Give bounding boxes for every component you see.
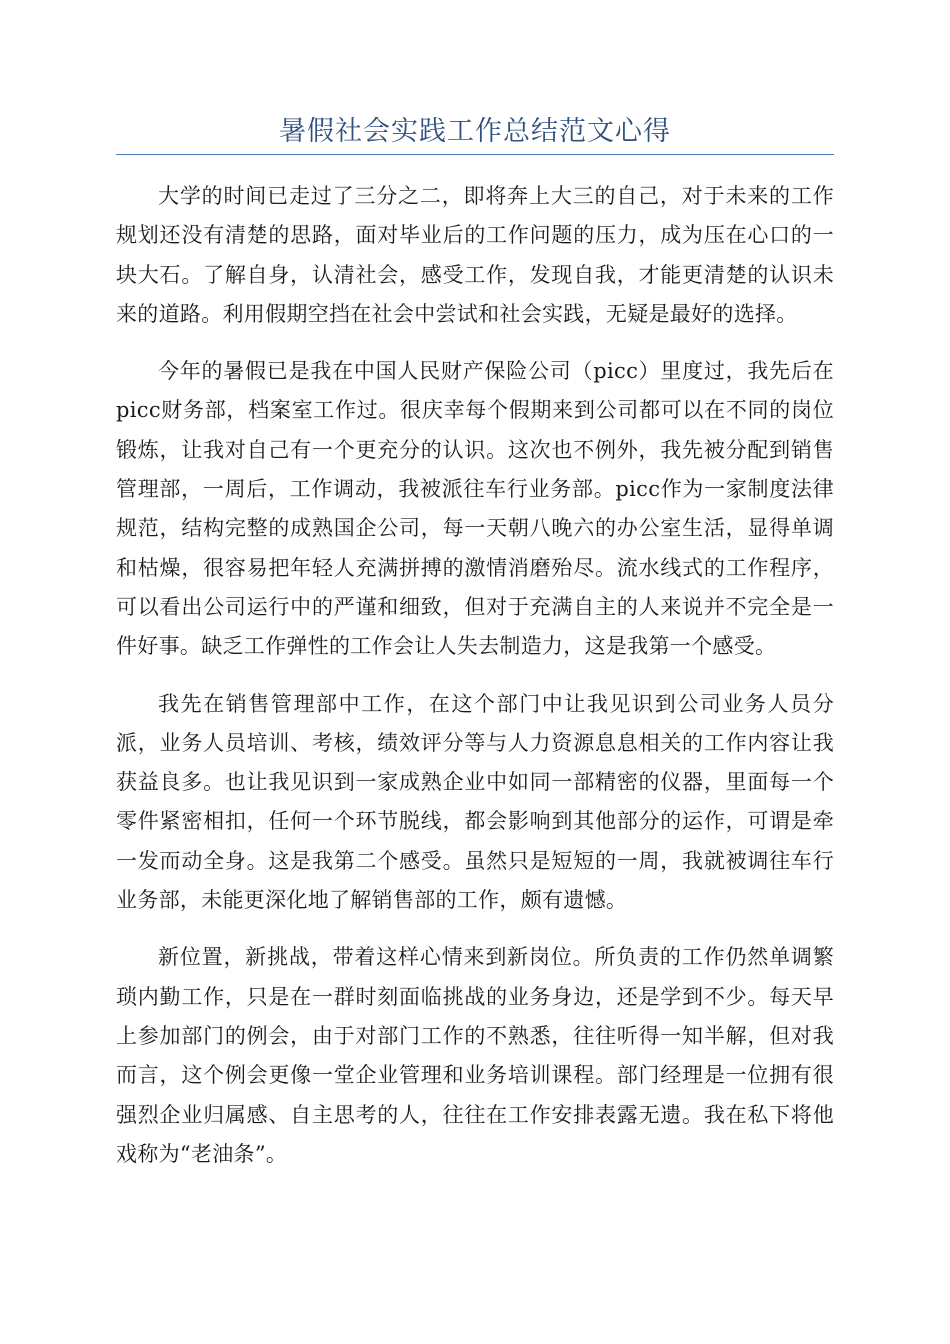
paragraph-2: 今年的暑假已是我在中国人民财产保险公司（picc）里度过，我先后在picc财务部，档案室工作过。很庆幸每个假期来到公司都可以在不同的岗位锻炼，让我对自己有一个更充分的认识。这次也不例外，我先被分配到销售管理部，一周后，工作调动，我被派往车行业务部。picc作为一家制度法律规范，结构完整的成熟国企公司，每一天朝八晚六的办公室生活，显得单调和枯燥，很容易把年轻人充满拼搏的激情消磨殆尽。流水线式的工作程序，可以看出公司运行中的严谨和细致，但对于充满自主的人来说并不完全是一件好事。缺乏工作弹性的工作会让人失去制造力，这是我第一个感受。 [116, 359, 834, 659]
document-body [116, 177, 834, 1192]
paragraph-1: 大学的时间已走过了三分之二，即将奔上大三的自己，对于未来的工作规划还没有清楚的思路，面对毕业后的工作问题的压力，成为压在心口的一块大石。了解自身，认清社会，感受工作，发现自我，才能更清楚的认识未来的道路。利用假期空挡在社会中尝试和社会实践，无疑是最好的选择。 [116, 184, 834, 326]
page-title: 暑假社会实践工作总结范文心得 [279, 116, 671, 147]
title-underline [116, 154, 834, 155]
paragraph-3: 我先在销售管理部中工作，在这个部门中让我见识到公司业务人员分派，业务人员培训、考核，绩效评分等与人力资源息息相关的工作内容让我获益良多。也让我见识到一家成熟企业中如同一部精密的仪器，里面每一个零件紧密相扣，任何一个环节脱线，都会影响到其他部分的运作，可谓是牵一发而动全身。这是我第二个感受。虽然只是短短的一周，我就被调往车行业务部，未能更深化地了解销售部的工作，颇有遗憾。 [116, 691, 834, 913]
paragraph-4: 新位置，新挑战，带着这样心情来到新岗位。所负责的工作仍然单调繁琐内勤工作，只是在一群时刻面临挑战的业务身边，还是学到不少。每天早上参加部门的例会，由于对部门工作的不熟悉，往往听得一知半解，但对我而言，这个例会更像一堂企业管理和业务培训课程。部门经理是一位拥有很强烈企业归属感、自主思考的人，往往在工作安排表露无遗。我在私下将他戏称为“老油条”。 [116, 945, 834, 1166]
